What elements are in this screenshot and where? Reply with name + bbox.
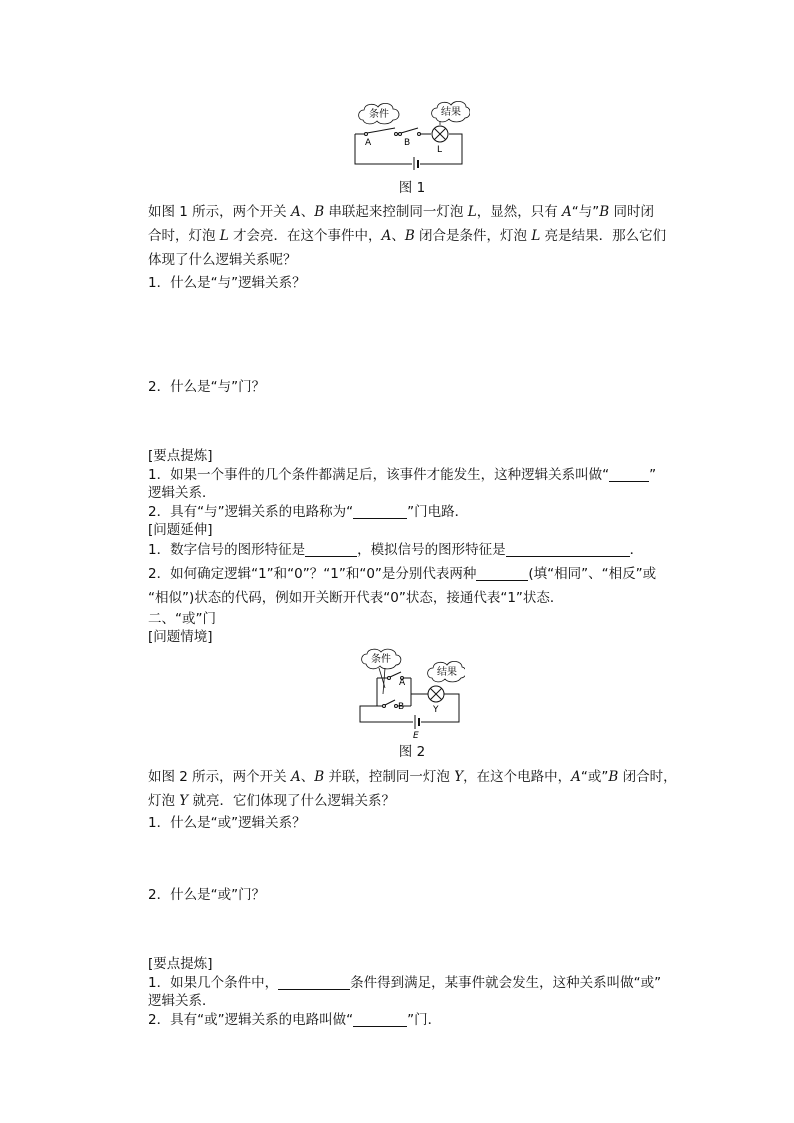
figure-1-caption: 图 1 [398, 180, 426, 196]
key-points-heading-1: [要点提炼] [148, 448, 213, 464]
question-or-gate: 2．什么是“或”门？ [148, 887, 266, 903]
figure-2-result-label: 结果 [437, 667, 457, 678]
switch-a-label: A [365, 138, 372, 148]
paragraph-1-line-1: 如图 1 所示，两个开关 A、B 串联起来控制同一灯泡 L，显然，只有 A“与”B 同时闭 [148, 204, 654, 220]
question-and-relation: 1．什么是“与”逻辑关系？ [148, 275, 306, 291]
extension-heading: [问题延伸] [148, 522, 213, 538]
paragraph-1-line-2: 合时，灯泡 L 才会亮．在这个事件中，A、B 闭合是条件，灯泡 L 亮是结果．那么它们 [148, 228, 667, 244]
battery-e-label: E [413, 731, 419, 740]
paragraph-1-line-3: 体现了什么逻辑关系呢？ [148, 252, 297, 268]
figure-2-caption: 图 2 [398, 744, 426, 760]
section-2-title: 二、“或”门 [148, 611, 216, 627]
switch-a-label: A [399, 678, 406, 688]
paragraph-2-line-2: 灯泡 Y 就亮．它们体现了什么逻辑关系？ [148, 793, 396, 809]
answer-blank[interactable] [305, 542, 357, 557]
figure-1-circuit [345, 98, 470, 170]
figure-1-condition-label: 条件 [369, 109, 389, 120]
key-points-2-item-2: 2．具有“或”逻辑关系的电路叫做“ ”门． [148, 1012, 442, 1028]
answer-blank[interactable] [506, 542, 630, 557]
extension-item-1: 1．数字信号的图形特征是 ，模拟信号的图形特征是 ． [148, 542, 644, 558]
extension-item-2: 2．如何确定逻辑“1”和“0”？“1”和“0”是分别代表两种 (填“相同”、“相反”或 [148, 566, 657, 582]
key-points-2-item-1: 1．如果几个条件中， 条件得到满足，某事件就会发生，这种关系叫做“或” [148, 975, 662, 991]
figure-1-result-label: 结果 [441, 107, 461, 118]
figure-2-circuit [355, 648, 465, 740]
paragraph-2-line-1: 如图 2 所示，两个开关 A、B 并联，控制同一灯泡 Y，在这个电路中，A“或”B 闭合时， [148, 769, 677, 785]
answer-blank[interactable] [476, 566, 528, 581]
question-and-gate: 2．什么是“与”门？ [148, 379, 266, 395]
answer-blank[interactable] [278, 975, 350, 990]
switch-b-label: B [398, 702, 405, 712]
lamp-y-label: Y [433, 705, 439, 715]
answer-blank[interactable] [609, 467, 649, 482]
question-or-relation: 1．什么是“或”逻辑关系？ [148, 815, 306, 831]
lamp-l-label: L [437, 145, 443, 155]
key-points-heading-2: [要点提炼] [148, 956, 213, 972]
key-points-2-item-1-cont: 逻辑关系． [148, 993, 216, 1009]
extension-item-2-cont: “相似”)状态的代码，例如开关断开代表“0”状态，接通代表“1”状态． [148, 590, 564, 606]
key-points-1-item-1-cont: 逻辑关系． [148, 485, 216, 501]
switch-b-label: B [404, 138, 411, 148]
key-points-1-item-1: 1．如果一个事件的几个条件都满足后，该事件才能发生，这种逻辑关系叫做“ ” [148, 467, 657, 483]
problem-situation-heading: [问题情境] [148, 629, 213, 645]
answer-blank[interactable] [353, 504, 407, 519]
answer-blank[interactable] [353, 1012, 407, 1027]
key-points-1-item-2: 2．具有“与”逻辑关系的电路称为“ ”门电路． [148, 504, 469, 520]
figure-2-condition-label: 条件 [371, 654, 391, 665]
